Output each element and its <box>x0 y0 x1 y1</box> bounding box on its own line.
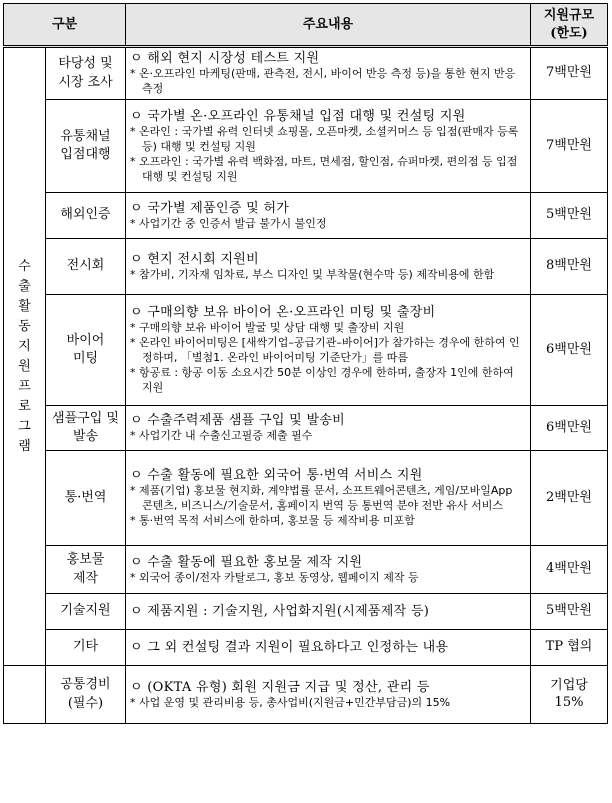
table-row <box>4 406 608 451</box>
row-content <box>126 594 531 630</box>
content-heading: ㅇ 해외 현지 시장성 테스트 지원 <box>130 51 320 66</box>
table-row <box>4 666 608 724</box>
header-budget-line2: (한도) <box>550 25 588 41</box>
group-label-char: 지 <box>18 338 31 354</box>
content-bullet: * 사업기간 중 인증서 발급 불가시 불인정 <box>130 216 327 230</box>
row-content <box>126 630 531 666</box>
group-label-char: 출 <box>18 278 31 294</box>
row-category <box>46 406 126 451</box>
row-category-line: 공통경비 <box>60 677 111 693</box>
row-budget-line: 8백만원 <box>546 258 592 274</box>
content-bullet: * 참가비, 기자재 임차료, 부스 디자인 및 부착물(현수막 등) 제작비용에 한함 <box>130 267 495 281</box>
row-budget-line: 6백만원 <box>546 419 592 435</box>
group-label <box>4 47 46 666</box>
table-row <box>4 594 608 630</box>
row-category-line: 홍보물 <box>66 552 105 568</box>
group-label-char: 프 <box>18 378 31 394</box>
table-row <box>4 546 608 594</box>
row-budget-line: 5백만원 <box>546 603 592 619</box>
row-category-line: 기타 <box>72 639 99 655</box>
row-category-line: 타당성 및 <box>58 56 113 72</box>
row-content <box>126 546 531 594</box>
content-heading: ㅇ 수출 활동에 필요한 외국어 통·번역 서비스 지원 <box>130 468 423 484</box>
row-category <box>46 546 126 594</box>
row-category-line: 유통채널 <box>60 128 111 144</box>
row-budget-line: TP 협의 <box>545 639 593 655</box>
row-content <box>126 451 531 546</box>
program-table <box>3 3 608 724</box>
row-category-line: 통·번역 <box>64 489 107 505</box>
row-category <box>46 594 126 630</box>
row-budget <box>531 193 608 239</box>
row-budget <box>531 546 608 594</box>
group-label-char: 수 <box>18 258 31 274</box>
row-budget-line: 6백만원 <box>546 341 592 357</box>
row-category-line: 입점대행 <box>60 147 111 163</box>
table-row <box>4 47 608 100</box>
row-category-line: 샘플구입 및 <box>52 410 119 426</box>
row-category <box>46 666 126 724</box>
header-content: 주요내용 <box>126 4 531 47</box>
content-bullet: * 항공료 : 항공 이동 소요시간 50분 이상인 경우에 한하며, 출장자 1인에 한하여 지원 <box>130 366 514 395</box>
row-content <box>126 100 531 193</box>
row-budget-line: 7백만원 <box>546 137 592 153</box>
row-category-line: 미팅 <box>72 351 99 367</box>
row-budget-line: 4백만원 <box>546 561 592 577</box>
content-heading: ㅇ 제품지원 : 기술지원, 사업화지원(시제품제작 등) <box>130 603 430 619</box>
table-row <box>4 100 608 193</box>
row-budget-line: 7백만원 <box>546 65 592 81</box>
row-content <box>126 295 531 406</box>
row-category <box>46 100 126 193</box>
content-bullet: * 통·번역 목적 서비스에 한하며, 홍보물 등 제작비용 미포함 <box>130 514 415 528</box>
header-budget <box>531 4 608 47</box>
content-heading: ㅇ 그 외 컨설팅 결과 지원이 필요하다고 인정하는 내용 <box>130 639 449 655</box>
row-category-line: 해외인증 <box>60 207 111 223</box>
content-heading: ㅇ 구매의향 보유 바이어 온·오프라인 미팅 및 출장비 <box>130 305 436 321</box>
group-label-empty <box>4 666 46 724</box>
row-category-line: 시장 조사 <box>58 74 113 90</box>
content-bullet: * 오프라인 : 국가별 유력 백화점, 마트, 면세점, 할인점, 슈퍼마켓, 편의점 등 입점 대행 및 컨설팅 지원 <box>130 154 518 183</box>
table-row <box>4 239 608 295</box>
row-category <box>46 451 126 546</box>
group-label-char: 동 <box>18 318 31 334</box>
row-budget <box>531 406 608 451</box>
content-heading: ㅇ 현지 전시회 지원비 <box>130 251 260 267</box>
row-content <box>126 239 531 295</box>
row-category-line: 바이어 <box>66 332 105 348</box>
row-budget-line: 5백만원 <box>546 207 592 223</box>
row-budget <box>531 630 608 666</box>
table-row <box>4 630 608 666</box>
row-budget <box>531 295 608 406</box>
group-label-char: 로 <box>18 398 31 414</box>
group-label-char: 활 <box>18 298 31 314</box>
row-category <box>46 47 126 100</box>
content-bullet: * 구매의향 보유 바이어 발굴 및 상담 대행 및 출장비 지원 <box>130 321 405 335</box>
content-heading: ㅇ 국가별 온·오프라인 유통채널 입점 대행 및 컨설팅 지원 <box>130 108 466 124</box>
row-category-line: 발송 <box>72 429 99 445</box>
content-heading: ㅇ (OKTA 유형) 회원 지원금 지급 및 정산, 관리 등 <box>130 679 430 695</box>
row-budget <box>531 100 608 193</box>
table-body <box>4 47 608 724</box>
row-budget <box>531 666 608 724</box>
content-bullet: * 외국어 종이/전자 카탈로그, 홍보 동영상, 웹페이지 제작 등 <box>130 570 419 584</box>
table-row <box>4 451 608 546</box>
header-budget-line1: 지원규모 <box>543 7 595 23</box>
row-category-line: 기술지원 <box>60 603 111 619</box>
row-budget <box>531 594 608 630</box>
content-bullet: * 제품(기업) 홍보물 현지화, 계약법률 문서, 소프트웨어콘텐츠, 게임/모바일App 콘텐츠, 비즈니스/기술문서, 홈페이지 번역 등 통번역 분야 전반 유사 서비스 <box>130 484 513 513</box>
group-label-char: 그 <box>18 418 31 434</box>
row-category <box>46 630 126 666</box>
content-bullet: * 온·오프라인 마케팅(판매, 관측전, 전시, 바이어 반응 측정 등)을 통한 현지 반응 측정 <box>130 67 516 96</box>
row-budget-line: 15% <box>554 694 584 710</box>
row-budget <box>531 451 608 546</box>
row-budget <box>531 239 608 295</box>
row-category-line: 제작 <box>72 570 99 586</box>
row-category <box>46 239 126 295</box>
header-row <box>4 4 608 47</box>
row-content <box>126 406 531 451</box>
row-content <box>126 47 531 100</box>
header-category: 구분 <box>4 4 126 47</box>
row-budget-line: 기업당 <box>550 677 588 693</box>
row-category-line: (필수) <box>67 695 104 711</box>
content-heading: ㅇ 수출주력제품 샘플 구입 및 발송비 <box>130 413 346 428</box>
row-content <box>126 193 531 239</box>
content-bullet: * 사업 운영 및 관리비용 등, 총사업비(지원금+민간부담금)의 15% <box>130 695 451 709</box>
content-bullet: * 온라인 : 국가별 유력 인터넷 쇼핑몰, 오픈마켓, 소셜커머스 등 입점(판매자 등록 등) 대행 및 컨설팅 지원 <box>130 124 519 153</box>
group-label-char: 램 <box>18 438 31 454</box>
content-heading: ㅇ 수출 활동에 필요한 홍보물 제작 지원 <box>130 554 363 570</box>
row-category <box>46 295 126 406</box>
content-heading: ㅇ 국가별 제품인증 및 허가 <box>130 200 290 216</box>
table-row <box>4 295 608 406</box>
content-bullet: * 온라인 바이어미팅은 [새싹기업–공급기관–바이어]가 참가하는 경우에 한하여 인정하며, 「별첨1. 온라인 바이어미팅 기준단가」를 따름 <box>130 336 520 365</box>
row-budget-line: 2백만원 <box>546 489 592 505</box>
row-category <box>46 193 126 239</box>
group-label-char: 원 <box>18 358 31 374</box>
table-row <box>4 193 608 239</box>
row-budget <box>531 47 608 100</box>
row-category-line: 전시회 <box>66 258 105 274</box>
row-content <box>126 666 531 724</box>
content-bullet: * 사업기간 내 수출신고필증 제출 필수 <box>130 429 313 443</box>
